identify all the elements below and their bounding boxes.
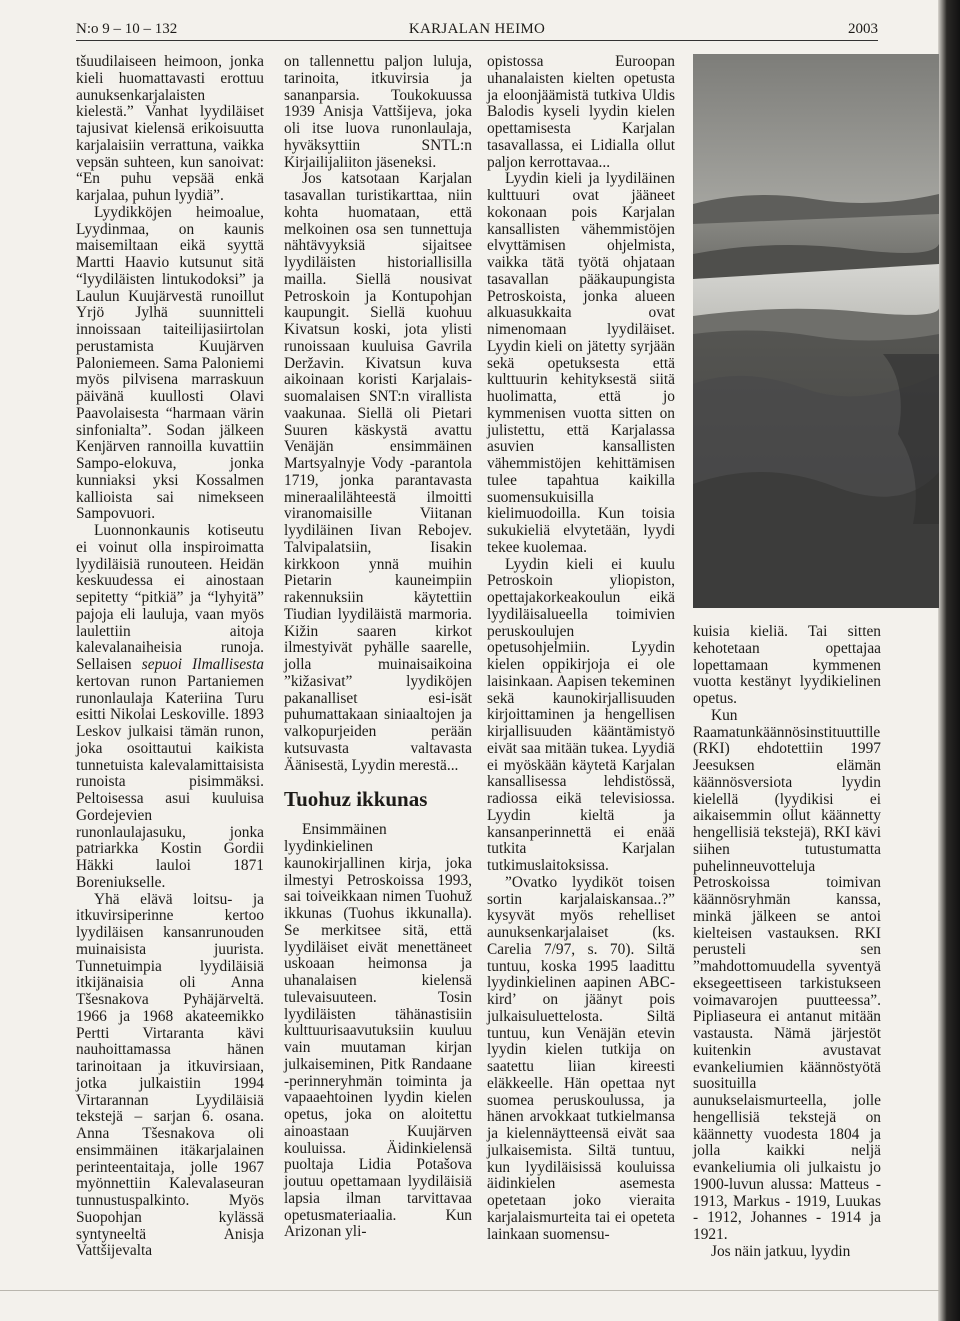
- paragraph: Lyydin kieli ja lyydiläinen kulttuuri ovat jääneet kokonaan pois Karjalan kansallisten vähemmistöjen elvyttämisen ohjelmista, vaikka tätä työtä ohjataan tasavallan pääkaupungista Petroskoista, jonka alueen alkuasukkaita ovat nimenomaan lyydiläiset. Lyydin kieli on jätetty syrjään sekä opetuksesta että kulttuurin kehityksestä siitä huolimatta, että jo kymmenisen vuotta sitten on julistettu, että Karjalassa asuvien kansallisten vähemmistöjen kehittämisen tulee tapahtua kaikilla suomensukuisilla kielimuodoilla. Kun toisia sukukieliä elvytetään, lyydi tekee kuolemaa.: [487, 170, 675, 556]
- paragraph: Lyydikköjen heimoalue, Lyydinmaa, on kaunis maisemiltaan eikä syyttä Martti Haavio kutsunut sitä “lyydiläisten lintukodoksi” ja Laulun Kuujärvestä runoillut Yrjö Jylhä suunnitteli innoissaan taiteilijasiirtolan perustamista Kuujärven Paloniemeen. Sama Paloniemi myös pilvisena marraskuun päivänä kuullosti Olavi Paavolaisesta “harmaan värin sinfonialta”. Sodan jälkeen Kenjärven rannoilla kuvattiin Sampo-elokuva, jonka kunniaksi yksi Kossalmen kallioista sai nimekseen Sampovuori.: [76, 203, 264, 523]
- paragraph: on tallennettu paljon luluja, tarinoita, itkuvirsia ja sananparsia. Toukokuussa 1939 Anisja Vattšijeva, joka oli itse luova runonlaulaja, hyväksyttiin SNTL:n Kirjailijaliiton jäseneksi.: [284, 53, 472, 171]
- paragraph-text: Luonnonkaunis kotiseutu ei voinut olla inspiroimatta lyydiläisiä runouteen. Heidän keskuudessa ei ainostaan sepitetty “pitkiä” ja “lyhyitä” pajoja eli lauluja, vaan myös laulettiin aitoja kalevalanaiheisia runoja. Sellaisen: [76, 522, 264, 673]
- page-header: [76, 19, 878, 39]
- paragraph: kuisia kieliä. Tai sitten kehotetaan opettajaa lopettamaan kymmenen vuotta kestänyt lyydikielinen opetus.: [693, 623, 881, 707]
- paragraph: tšuudilaiseen heimoon, jonka kieli huomattavasti erottuu aunuksenkarjalaisten kielestä.” Vanhat lyydiläiset tajusivat kielensä erikoisuutta karjalaisiin verrattuna, vaikka vepsän suhteen, kun sanoivat: “En puhu vepsää enkä karjalaa, puhun lyydiä”.: [76, 53, 264, 204]
- paragraph: [76, 523, 264, 892]
- paragraph: Jos näin jatkuu, lyydin: [711, 1242, 851, 1260]
- section-heading: Tuohuz ikkunas: [284, 787, 428, 812]
- paragraph: Lyydin kieli ei kuulu Petroskoin yliopiston, opettajakorkeakoulun eikä lyydiläisalueella toimivien peruskoulujen opetusohjelmiin. Lyydin kielen oppikirjoja ei ole laisinkaan. Aapisen tekeminen sekä kaunokirjallisuuden kirjoittaminen ja hengellisen kirjallisuuden kääntämistyö eivät saa mitään tukea. Lyydiä ei myöskään käytetä Karjalan kansallisessa lehdistössä, radiossa eikä televisiossa. Lyydin kieltä ja kansanperinnettä ei enää tutkita Karjalan tutkimuslaitoksissa.: [487, 555, 675, 874]
- page-edge: [938, 0, 960, 1321]
- text-column-4: [693, 624, 881, 1261]
- text-column-1: [76, 54, 264, 1260]
- landscape-photo: [693, 54, 939, 608]
- paragraph: opistossa Euroopan uhanalaisten kielten opetusta ja eloonjäämistä tutkiva Uldis Balodis kyseli lyydin kielen opettamisesta Karjalan tasavallassa, ei Lidialla ollut paljon kerrottavaa...: [487, 53, 675, 171]
- journal-title: KARJALAN HEIMO: [408, 21, 546, 37]
- text-column-3: [487, 54, 675, 1243]
- paragraph: ”Ovatko lyydiköt toisen sortin karjalaiskansaa..?” kysyvät myös rehelliset aunuksenkarjalaiset (ks. Carelia 7/97, s. 70). Siltä tuntuu, koska 1995 laadittu lyydinkielinen aapinen ABC-kird’ on jäänyt pois julkaisuluettelosta. Siltä tuntuu, kun Venäjän etevin lyydin kielen tutkija on saatettu liian kireesti eläkkeelle. Hän opettaa nyt suomea peruskoulussa, ja hänen arvokkaat tutkielmansa ja kielennäytteensä eivät saa julkaisemista. Siltä tuntuu, kun lyydiläisissä kouluissa äidinkielen asemesta opetetaan joko vieraita karjalaismurteita tai ei opeteta lainkaan suomensu-: [487, 873, 675, 1243]
- paragraph: Ensimmäinen lyydinkielinen kaunokirjallinen kirja, joka ilmestyi Petroskoissa 1993, sai toiveikkaan nimen Tuohuž ikkunas (Tuohus ikkunalla). Se merkitsee sitä, että lyydiläiset eivät menettäneet uskoaan heimonsa ja uhanalaisen kielensä tulevaisuuteen. Tosin lyydiläisten tähänastisiin kulttuurisaavutuksiin kuuluu vain muutaman kirjan julkaiseminen, Pitk Randaane -perinneryhmän toiminta ja vapaaehtoinen lyydin kielen opetus, joka on aloitettu ainoastaan Kuujärven kouluissa. Äidinkielensä puoltaja Lidia Potašova joutuu opettamaan lyydiläisiä lapsia ilman tarvittavaa opetusmateriaalia. Kun Arizonan yli-: [284, 821, 472, 1241]
- italic-title: sepuoi Ilmallisesta: [141, 656, 264, 673]
- text-column-2: [284, 54, 472, 1241]
- bottom-rule: [0, 1290, 940, 1291]
- landscape-photo-icon: [693, 54, 939, 608]
- paragraph: Kun Raamatunkäännösinstituuttille (RKI) ehdotettiin 1997 Jeesuksen elämän käännösversiota lyydin kielellä (lyydikisi ei aikaisemmin ollut käännetty hengellisiä tekstejä), RKI kävi siihen tutustumatta puhelinneuvotteluja Petroskoissa toimivan käännösryhmän kanssa, minkä jälkeen se antoi kielteisen vastauksen. RKI perusteli sen ”mahdottomuudella syventyä eksegeettiseen tarkistukseen voimavarojen puutteessa”. Pipliaseura ei antanut mitään vastausta. Nämä järjestöt kuitenkin avustavat evankeliumien käännöstyötä suosituilla aunukselaismurteella, jolle hengellisiä tekstejä on käännetty vuodesta 1804 ja jolla kaikki neljä evankeliumia oli julkaistu jo 1900-luvun alussa: Matteus - 1913, Markus - 1919, Luukas - 1912, Johannes - 1914 ja 1921.: [693, 706, 881, 1243]
- issue-number: N:o 9 – 10 – 132: [76, 21, 178, 37]
- paragraph-text: kertovan runon Partaniemen runonlaulaja Kateriina Turu esitti Nikolai Leskoville. 1893 Leskov julkaisi tämän runon, joka osoittautui kaikista tunnetuista kalevalamittaisista runoista pisimmäksi. Peltoisessa asui kuuluisa Gordejevien runonlaulajasuku, jonka patriarkka Kostin Gordii Häkki lauloi 1871 Boreniukselle.: [76, 672, 264, 891]
- page-year: 2003: [848, 21, 878, 37]
- paragraph: Yhä elävä loitsu- ja itkuvirsiperinne kertoo lyydiläisen kansanrunouden muinaisista juurista. Tunnetuimpia lyydiläisiä itkijänaisia oli Anna Tšesnakova Pyhäjärveltä. 1966 ja 1968 akateemikko Pertti Virtaranta kävi nauhoittamassa hänen tarinoitaan ja itkuvirsiaan, jotka julkaistiin 1994 Virtarannan Lyydiläisiä tekstejä – sarjan 6. osana. Anna Tšesnakova oli ensimmäinen itäkarjalainen perinteentaitaja, jolle 1967 myönnettiin Kalevalaseuran tunnustuspalkinto. Myös Suopohjan kylässä syntyneeltä Anisja Vattšijevalta: [76, 890, 264, 1260]
- paragraph: Jos katsotaan Karjalan tasavallan turistikarttaa, niin kohta huomataan, että melkoinen osa sen tunnettuja nähtävyyksiä sijaitsee lyydiläisten historiallisilla mailla. Siellä nousivat Petroskoin ja Kontupohjan kaupungit. Siellä kuohuu Kivatsun koski, jota ylisti runoissaan kuuluisa Gavrila Deržavin. Kivatsun kuva aikoinaan koristi Karjalais-suomalaisen SNT:n virallista vaakunaa. Siellä oli Pietari Suuren käskystä avattu Venäjän ensimmäinen Martsyalnyje Vody -parantola 1719, jonka parantavasta mineraalilähteestä ilmoitti viranomaisille Viitanan lyydiläinen Iivan Rebojev. Talvipalatsiin, Iisakin kirkkoon ynnä muihin Pietarin kauneimpiin rakennuksiin käytettiin Tiudian lyydiläistä marmoria. Kižin saaren kirkot ilmestyivät pyhälle saarelle, jolla muinaisaikoina ”kižasivat” lyydiköjen pakanalliset esi-isät puhumattakaan siniaaltojen ja valkopurjeiden perään kutsuvasta valtavasta Äänisestä, Lyydin merestä...: [284, 170, 472, 774]
- header-rule: [76, 40, 878, 41]
